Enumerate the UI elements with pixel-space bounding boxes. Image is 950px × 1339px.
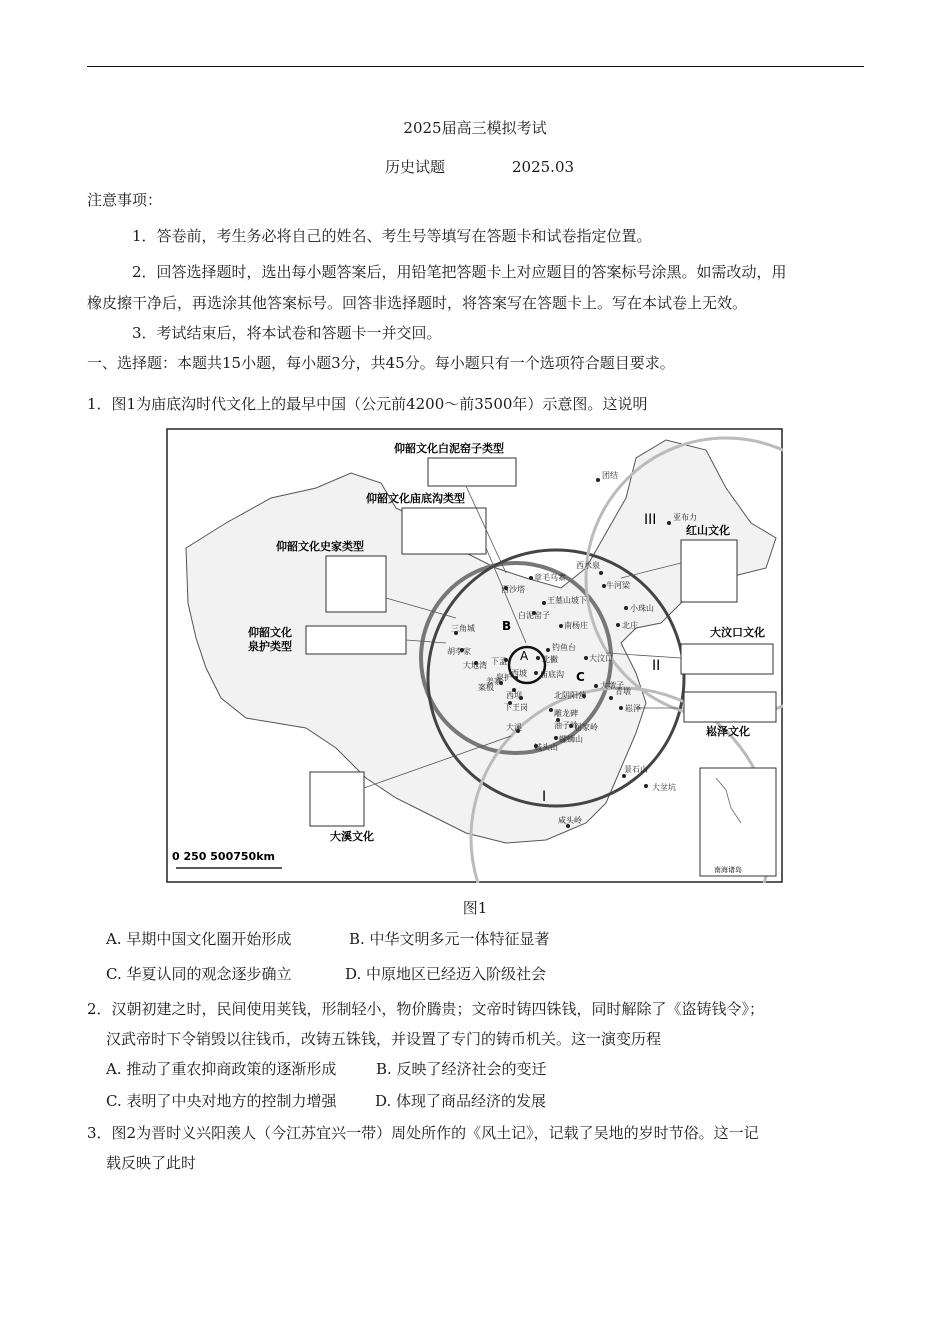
exam-subject: 历史试题 [385,158,446,176]
site-label: 牛河梁 [606,581,630,590]
q2-option-a[interactable]: A. 推动了重农抑商政策的逐渐形成 [106,1060,337,1078]
site-label: 小珠山 [630,604,654,613]
site-label: 大汶口 [589,654,613,663]
notice-item-2-line-2: 橡皮擦干净后，再选涂其他答案标号。回答非选择题时，将答案写在答题卡上。写在本试卷上无效。 [87,294,748,312]
site-label: 螺蛳山 [559,735,583,744]
site-label: 三角城 [451,624,475,633]
q2-stem-line-1: 2．汉朝初建之时，民间使用荚钱，形制轻小，物价腾贵；文帝时铸四铢钱，同时解除了《盗铸钱令》； [87,1000,765,1018]
q2-option-b[interactable]: B. 反映了经济社会的变迁 [376,1060,547,1078]
q1-option-b[interactable]: B. 中华文明多元一体特征显著 [349,930,550,948]
q2-option-c[interactable]: C. 表明了中央对地方的控制力增强 [106,1092,337,1110]
section-heading: 一、选择题：本题共15小题，每小题3分，共45分。每小题只有一个选项符合题目要求。 [87,354,675,372]
site-label: 崧泽 [625,704,641,713]
notice-item-3: 3．考试结束后，将本试卷和答题卡一并交回。 [132,324,442,342]
site-label: 北阴阳营 [554,691,586,700]
map-scale: 0 250 500750km [172,850,275,863]
site-label: 白泥窑子 [518,611,550,620]
artifact-box-dawenkou [681,644,773,674]
site-label: 西坡 [511,669,527,678]
zone-c-label: C [576,670,585,684]
site-label: 城头山 [534,743,558,752]
songze-label: 崧泽文化 [706,725,750,738]
q1-option-a[interactable]: A. 早期中国文化圈开始形成 [106,930,292,948]
artifact-box-songze [684,692,776,722]
site-label: 大地湾 [463,661,487,670]
artifact-box-quanhu [306,626,406,654]
site-label: 案板 [478,683,494,692]
zone-a-label: A [520,649,529,663]
site-label: 咸头岭 [558,816,582,825]
header-rule [87,66,864,67]
site-label: 亚布力 [673,513,697,522]
zone-3-label: III [644,512,657,528]
daxi-label: 大溪文化 [330,830,374,843]
exam-title: 2025届高三模拟考试 [403,119,547,137]
notice-heading: 注意事项： [87,191,163,209]
artifact-box-miaodigou [402,508,486,554]
q2-stem-line-2: 汉武帝时下令销毁以往钱币，改铸五铢钱，并设置了专门的铸币机关。这一演变历程 [106,1030,662,1048]
site-label: 大溪 [506,723,522,732]
site-label: 泉护 [496,673,512,682]
zone-1-label: I [542,789,547,805]
site-label: 油子岭 [554,721,578,730]
group-quanhu-label-1: 仰韶文化 [248,626,292,639]
site-label: 钓鱼台 [552,643,576,652]
site-label: 大墩子 [600,681,624,690]
site-label: 下孟 [491,657,507,666]
group-quanhu-label-2: 泉护类型 [248,640,292,653]
q2-option-d[interactable]: D. 体现了商品经济的发展 [375,1092,547,1110]
notice-item-1: 1．答卷前，考生务必将自己的姓名、考生号等填写在答题卡和试卷指定位置。 [132,227,652,245]
site-label: 章毛乌素 [534,573,566,582]
hongshan-label: 红山文化 [686,524,730,537]
site-label: 雕龙碑 [554,709,578,718]
site-label: 北撇 [542,655,558,664]
site-label: 王墓山坡下 [547,596,587,605]
site-label: 屈家岭 [574,723,598,732]
q1-option-d[interactable]: D. 中原地区已经迈入阶级社会 [345,965,547,983]
site-label: 团结 [602,471,618,480]
q3-stem-line-2: 载反映了此时 [106,1154,197,1172]
site-label: 西沙塔 [501,585,525,594]
artifact-box-baijia [428,458,516,486]
q1-caption: 图1 [462,899,488,917]
dawenkou-label: 大汶口文化 [710,626,765,639]
group-shijia-label: 仰韶文化史家类型 [276,540,364,553]
artifact-box-shijia [326,556,386,612]
site-label: 大坌坑 [652,783,676,792]
site-label: 南杨庄 [564,621,588,630]
inset-label: 南海诸岛 [714,866,742,874]
site-label: 西坝 [506,691,522,700]
site-label: 景石山 [624,765,648,774]
artifact-box-hongshan [681,540,737,602]
artifact-box-daxi [310,772,364,826]
exam-date: 2025.03 [512,158,575,176]
zone-b-label: B [502,619,512,633]
q1-option-c[interactable]: C. 华夏认同的观念逐步确立 [106,965,292,983]
map-figure [166,428,783,883]
site-label: 西水泉 [576,561,600,570]
q1-stem: 1．图1为庙底沟时代文化上的最早中国（公元前4200～前3500年）示意图。这说明 [87,395,648,413]
group-miaodigou-label: 仰韶文化庙底沟类型 [366,492,465,505]
group-baijia-label: 仰韶文化白泥窑子类型 [394,442,504,455]
site-label: 下王岗 [504,703,528,712]
site-label: 姜寨 [486,677,502,686]
notice-item-2-line-1: 2．回答选择题时，选出每小题答案后，用铅笔把答题卡上对应题目的答案标号涂黑。如需改动，用 [132,263,787,281]
q3-stem-line-1: 3．图2为晋时义兴阳羡人（今江苏宜兴一带）周处所作的《风土记》，记载了吴地的岁时节俗。这一记 [87,1124,759,1142]
zone-2-label: II [652,658,661,674]
site-label: 青墩 [615,687,631,696]
site-label: 北庄 [622,621,638,630]
site-label: 庙底沟 [540,670,564,679]
site-label: 胡李家 [447,647,471,656]
